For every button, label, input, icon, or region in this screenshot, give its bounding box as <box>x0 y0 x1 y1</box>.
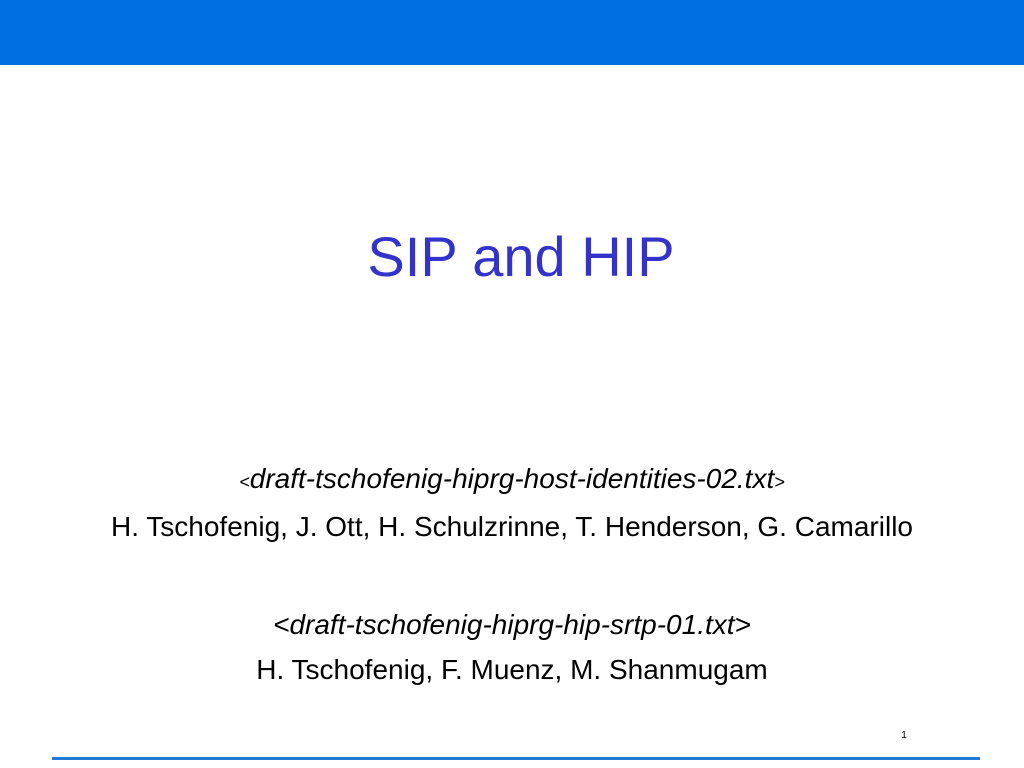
draft-name <box>0 460 1024 501</box>
open-bracket: < <box>273 609 290 640</box>
reference-2 <box>0 606 1024 688</box>
open-bracket: < <box>239 472 250 492</box>
draft-filename: draft-tschofenig-hiprg-hip-srtp-01.txt <box>289 609 735 640</box>
close-bracket: > <box>734 609 751 640</box>
slide-title: SIP and HIP <box>367 225 675 288</box>
close-bracket: > <box>774 472 785 492</box>
footer-divider <box>52 757 980 760</box>
authors: H. Tschofenig, J. Ott, H. Schulzrinne, T. Henderson, G. Camarillo <box>111 511 913 542</box>
draft-filename: draft-tschofenig-hiprg-host-identities-02.txt <box>249 463 775 494</box>
authors: H. Tschofenig, F. Muenz, M. Shanmugam <box>256 654 768 685</box>
draft-name <box>0 606 1024 644</box>
header-bar <box>0 0 1024 65</box>
reference-1 <box>0 460 1024 545</box>
page-number: 1 <box>901 730 907 741</box>
